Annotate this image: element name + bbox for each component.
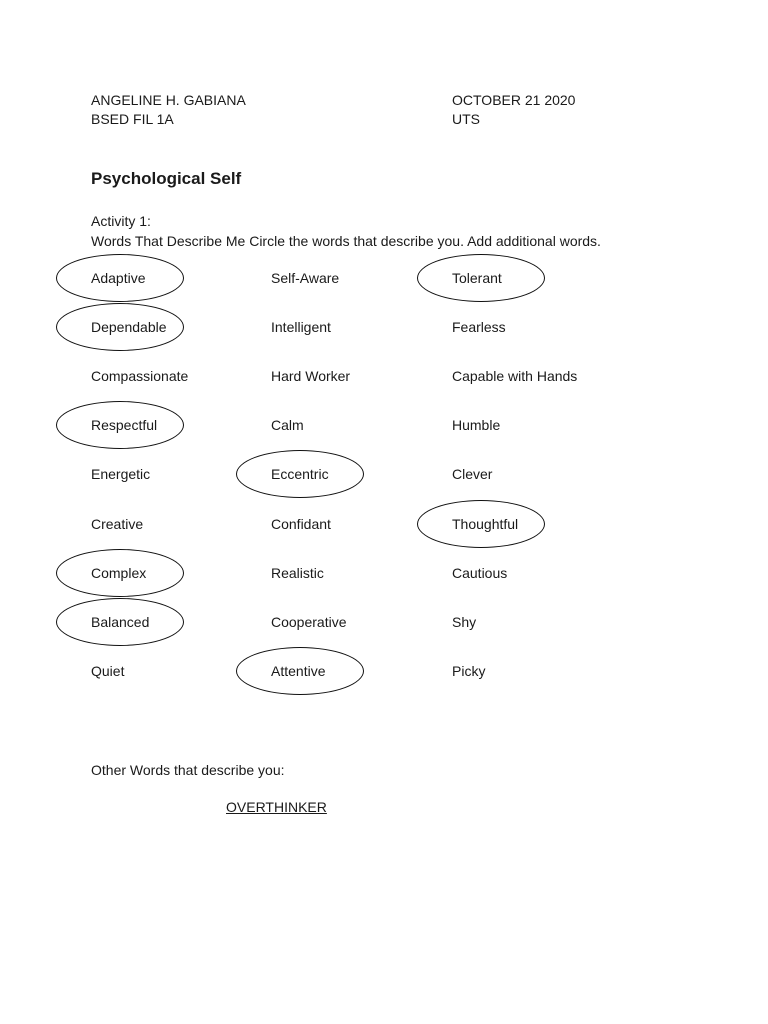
word-label: Confidant [271,516,331,532]
activity-instructions: Words That Describe Me Circle the words that describe you. Add additional words. [91,233,601,249]
word-item-tolerant [452,270,632,294]
word-label: Picky [452,663,486,679]
word-item-creative [91,516,271,540]
word-label: Eccentric [271,466,329,482]
word-label: Thoughtful [452,516,519,532]
word-item-respectful [91,417,271,441]
word-label: Clever [452,466,493,482]
word-label: Cautious [452,565,508,581]
word-item-realistic [271,565,451,589]
word-item-picky [452,663,632,687]
word-item-clever [452,466,632,490]
word-item-intelligent [271,319,451,343]
word-item-adaptive [91,270,271,294]
submission-date: OCTOBER 21 2020 [452,92,576,108]
word-item-attentive [271,663,451,687]
word-label: Intelligent [271,319,331,335]
word-item-humble [452,417,632,441]
word-label: Realistic [271,565,324,581]
word-item-cautious [452,565,632,589]
word-item-calm [271,417,451,441]
word-label: Attentive [271,663,326,679]
word-item-confidant [271,516,451,540]
word-label: Tolerant [452,270,502,286]
word-item-cooperative [271,614,451,638]
other-words-answer: OVERTHINKER [226,799,327,815]
word-label: Complex [91,565,147,581]
word-label: Calm [271,417,304,433]
word-item-shy [452,614,632,638]
word-item-quiet [91,663,271,687]
word-label: Shy [452,614,477,630]
activity-label: Activity 1: [91,213,151,229]
word-label: Energetic [91,466,151,482]
word-item-energetic [91,466,271,490]
word-label: Cooperative [271,614,347,630]
word-label: Creative [91,516,144,532]
exam-label: UTS [452,111,480,127]
word-label: Respectful [91,417,158,433]
page-title: Psychological Self [91,169,242,188]
word-label: Hard Worker [271,368,351,384]
word-label: Quiet [91,663,125,679]
word-item-thoughtful [452,516,632,540]
word-label: Adaptive [91,270,146,286]
word-item-complex [91,565,271,589]
word-label: Self-Aware [271,270,340,286]
word-label: Dependable [91,319,167,335]
word-item-hard-worker [271,368,451,392]
word-label: Humble [452,417,501,433]
word-item-compassionate [91,368,271,392]
word-item-capable-with-hands [452,368,632,392]
word-item-eccentric [271,466,451,490]
other-words-label: Other Words that describe you: [91,762,285,778]
word-item-fearless [452,319,632,343]
word-item-balanced [91,614,271,638]
word-label: Balanced [91,614,150,630]
course-section: BSED FIL 1A [91,111,174,127]
word-label: Fearless [452,319,506,335]
student-name: ANGELINE H. GABIANA [91,92,246,108]
word-item-self-aware [271,270,451,294]
word-item-dependable [91,319,271,343]
word-label: Compassionate [91,368,189,384]
word-label: Capable with Hands [452,368,578,384]
